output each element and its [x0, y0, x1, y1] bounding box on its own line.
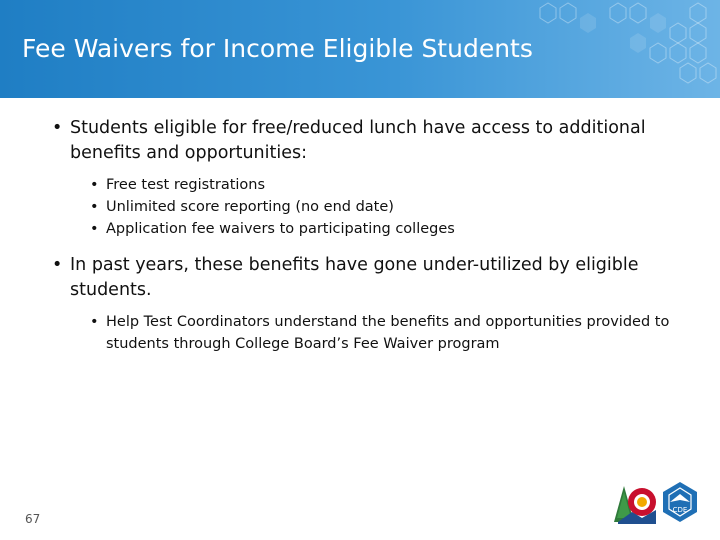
sub-bullet-item: • Application fee waivers to participating colleges — [88, 218, 688, 240]
sub-bullet-item: • Unlimited score reporting (no end date) — [88, 196, 688, 218]
bullet-item: • In past years, these benefits have gone under-utilized by eligible students. — [48, 253, 688, 303]
sub-bullet-item: • Help Test Coordinators understand the benefits and opportunities provided to students through College Board’s Fee Waiver program — [88, 311, 688, 355]
page-number: 67 — [25, 512, 41, 526]
slide-body — [48, 116, 688, 355]
cde-logo-text: CDE — [672, 506, 688, 514]
title-banner — [0, 0, 720, 98]
colorado-state-logo — [612, 482, 660, 526]
sub-bullet-list — [88, 174, 688, 240]
slide-title: Fee Waivers for Income Eligible Students — [22, 34, 533, 63]
cde-logo — [660, 480, 700, 526]
sub-bullet-item: • Free test registrations — [88, 174, 688, 196]
sub-bullet-list — [88, 311, 688, 355]
bullet-item: • Students eligible for free/reduced lunch have access to additional benefits and opportunities: — [48, 116, 688, 166]
